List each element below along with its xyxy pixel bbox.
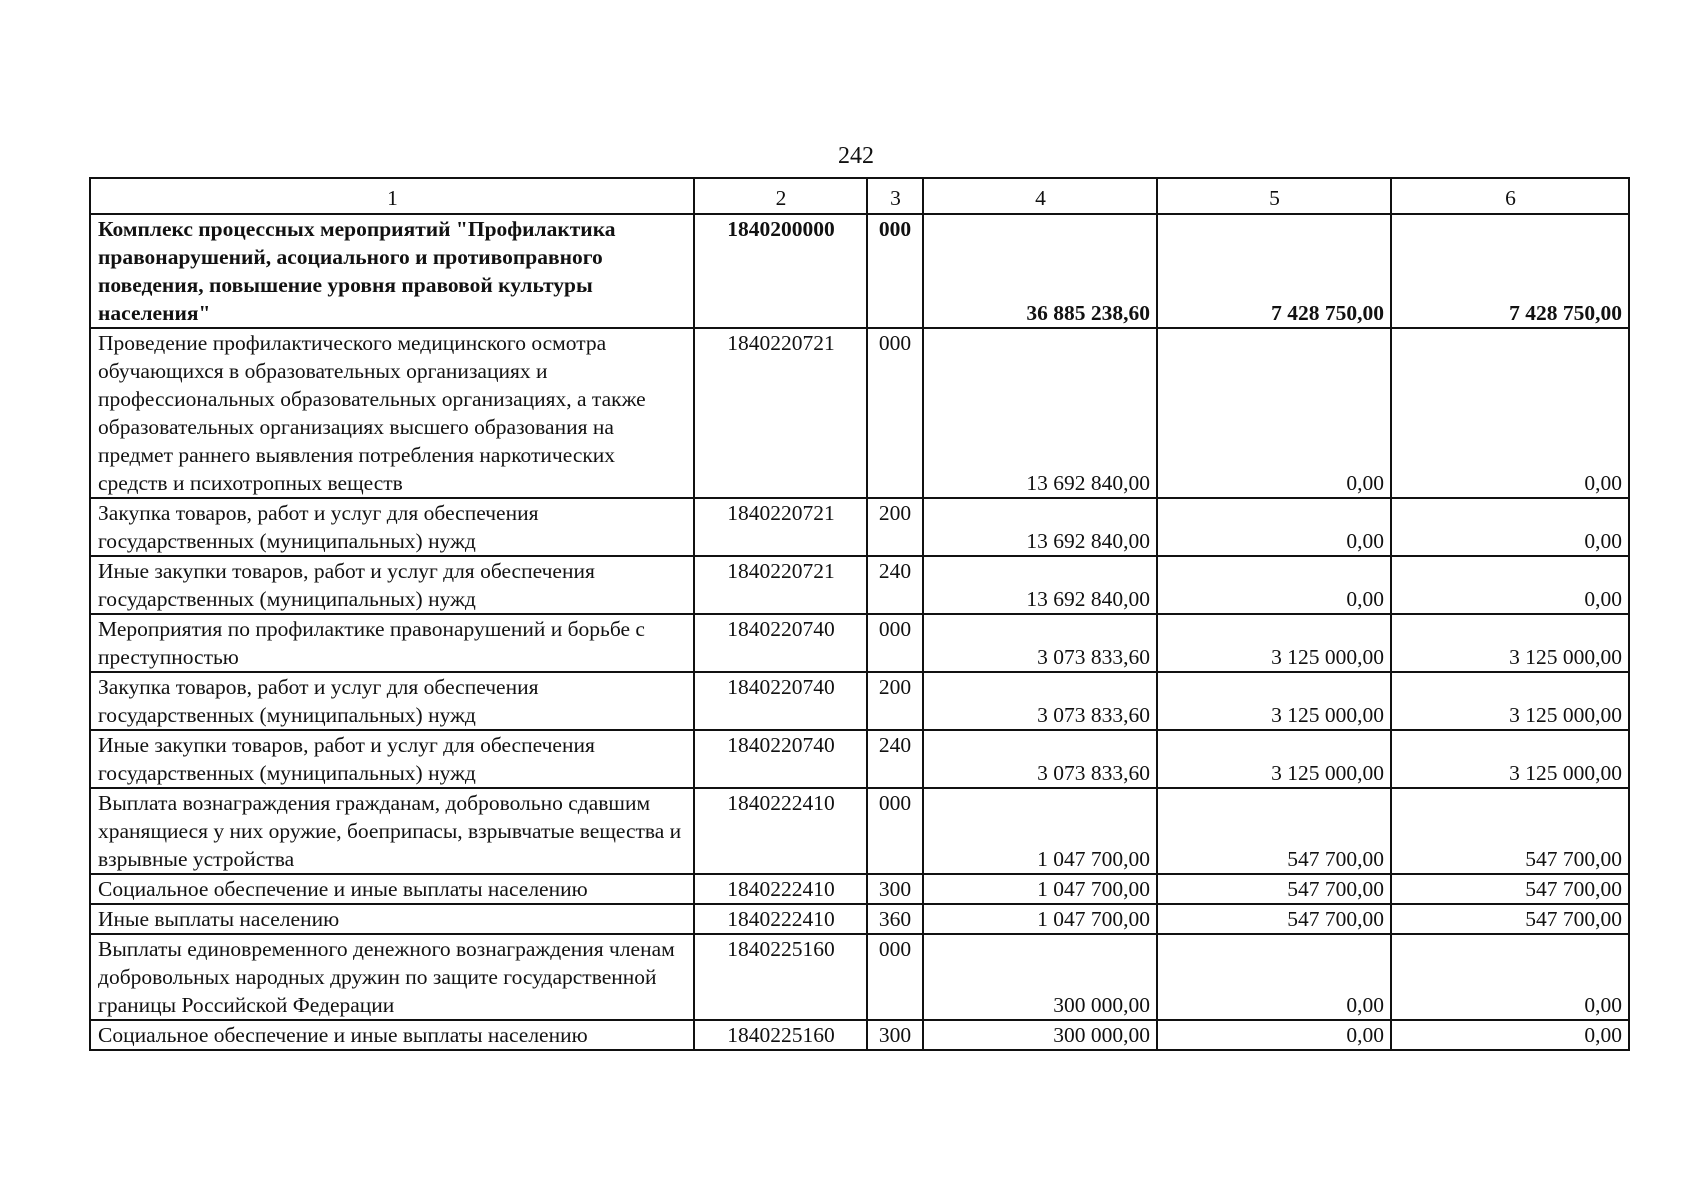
amount-col-4: 1 047 700,00 [923, 874, 1157, 904]
table-row [90, 498, 1629, 556]
item-name: Проведение профилактического медицинского осмотра обучающихся в образовательных организациях и профессиональных образовательных организациях, а также образовательных организациях высшего образования на предмет раннего выявления потребления наркотических средств и психотропных веществ [90, 328, 694, 498]
table-row [90, 1020, 1629, 1050]
amount-col-4: 300 000,00 [923, 1020, 1157, 1050]
budget-table-body [90, 178, 1629, 1050]
expense-type-code: 200 [867, 498, 923, 556]
target-article-code: 1840222410 [694, 788, 867, 874]
table-row [90, 788, 1629, 874]
item-name: Иные выплаты населению [90, 904, 694, 934]
column-number: 4 [923, 178, 1157, 214]
expense-type-code: 000 [867, 614, 923, 672]
column-number: 3 [867, 178, 923, 214]
amount-col-5: 0,00 [1157, 934, 1391, 1020]
amount-col-4: 300 000,00 [923, 934, 1157, 1020]
column-number: 6 [1391, 178, 1629, 214]
amount-col-6: 0,00 [1391, 556, 1629, 614]
expense-type-code: 000 [867, 328, 923, 498]
amount-col-4: 1 047 700,00 [923, 788, 1157, 874]
amount-col-4: 1 047 700,00 [923, 904, 1157, 934]
item-name: Иные закупки товаров, работ и услуг для обеспечения государственных (муниципальных) нужд [90, 730, 694, 788]
item-name: Выплата вознаграждения гражданам, добровольно сдавшим хранящиеся у них оружие, боеприпасы, взрывчатые вещества и взрывные устройства [90, 788, 694, 874]
amount-col-5: 3 125 000,00 [1157, 730, 1391, 788]
table-row [90, 214, 1629, 328]
amount-col-4: 3 073 833,60 [923, 614, 1157, 672]
amount-col-4: 13 692 840,00 [923, 556, 1157, 614]
item-name: Мероприятия по профилактике правонарушений и борьбе с преступностью [90, 614, 694, 672]
budget-table [89, 177, 1630, 1051]
expense-type-code: 240 [867, 730, 923, 788]
amount-col-5: 3 125 000,00 [1157, 614, 1391, 672]
column-number: 2 [694, 178, 867, 214]
target-article-code: 1840220740 [694, 672, 867, 730]
table-row [90, 672, 1629, 730]
table-row [90, 730, 1629, 788]
amount-col-6: 7 428 750,00 [1391, 214, 1629, 328]
column-number: 5 [1157, 178, 1391, 214]
item-name: Закупка товаров, работ и услуг для обеспечения государственных (муниципальных) нужд [90, 672, 694, 730]
amount-col-4: 3 073 833,60 [923, 672, 1157, 730]
amount-col-6: 547 700,00 [1391, 874, 1629, 904]
amount-col-6: 547 700,00 [1391, 788, 1629, 874]
table-row [90, 614, 1629, 672]
amount-col-5: 0,00 [1157, 498, 1391, 556]
item-name: Выплаты единовременного денежного вознаграждения членам добровольных народных дружин по защите государственной границы Российской Федерации [90, 934, 694, 1020]
expense-type-code: 000 [867, 788, 923, 874]
target-article-code: 1840220721 [694, 498, 867, 556]
amount-col-4: 36 885 238,60 [923, 214, 1157, 328]
target-article-code: 1840225160 [694, 934, 867, 1020]
page-number: 242 [838, 143, 874, 169]
amount-col-5: 0,00 [1157, 556, 1391, 614]
amount-col-5: 547 700,00 [1157, 874, 1391, 904]
amount-col-6: 0,00 [1391, 934, 1629, 1020]
expense-type-code: 000 [867, 934, 923, 1020]
expense-type-code: 000 [867, 214, 923, 328]
table-row [90, 328, 1629, 498]
amount-col-5: 0,00 [1157, 1020, 1391, 1050]
item-name: Комплекс процессных мероприятий "Профилактика правонарушений, асоциального и противоправного поведения, повышение уровня правовой культуры населения" [90, 214, 694, 328]
amount-col-6: 3 125 000,00 [1391, 730, 1629, 788]
expense-type-code: 200 [867, 672, 923, 730]
amount-col-5: 0,00 [1157, 328, 1391, 498]
item-name: Закупка товаров, работ и услуг для обеспечения государственных (муниципальных) нужд [90, 498, 694, 556]
column-number: 1 [90, 178, 694, 214]
item-name: Социальное обеспечение и иные выплаты населению [90, 1020, 694, 1050]
target-article-code: 1840220721 [694, 328, 867, 498]
amount-col-6: 0,00 [1391, 498, 1629, 556]
amount-col-6: 3 125 000,00 [1391, 614, 1629, 672]
target-article-code: 1840222410 [694, 904, 867, 934]
amount-col-6: 547 700,00 [1391, 904, 1629, 934]
expense-type-code: 360 [867, 904, 923, 934]
target-article-code: 1840220740 [694, 730, 867, 788]
amount-col-6: 0,00 [1391, 328, 1629, 498]
expense-type-code: 300 [867, 874, 923, 904]
amount-col-4: 3 073 833,60 [923, 730, 1157, 788]
table-row [90, 874, 1629, 904]
expense-type-code: 240 [867, 556, 923, 614]
target-article-code: 1840225160 [694, 1020, 867, 1050]
amount-col-4: 13 692 840,00 [923, 498, 1157, 556]
target-article-code: 1840220740 [694, 614, 867, 672]
amount-col-4: 13 692 840,00 [923, 328, 1157, 498]
table-row [90, 556, 1629, 614]
target-article-code: 1840200000 [694, 214, 867, 328]
item-name: Социальное обеспечение и иные выплаты населению [90, 874, 694, 904]
amount-col-6: 3 125 000,00 [1391, 672, 1629, 730]
target-article-code: 1840220721 [694, 556, 867, 614]
table-row [90, 934, 1629, 1020]
item-name: Иные закупки товаров, работ и услуг для обеспечения государственных (муниципальных) нужд [90, 556, 694, 614]
amount-col-5: 3 125 000,00 [1157, 672, 1391, 730]
expense-type-code: 300 [867, 1020, 923, 1050]
column-number-row [90, 178, 1629, 214]
target-article-code: 1840222410 [694, 874, 867, 904]
amount-col-5: 7 428 750,00 [1157, 214, 1391, 328]
amount-col-5: 547 700,00 [1157, 788, 1391, 874]
amount-col-5: 547 700,00 [1157, 904, 1391, 934]
amount-col-6: 0,00 [1391, 1020, 1629, 1050]
table-row [90, 904, 1629, 934]
